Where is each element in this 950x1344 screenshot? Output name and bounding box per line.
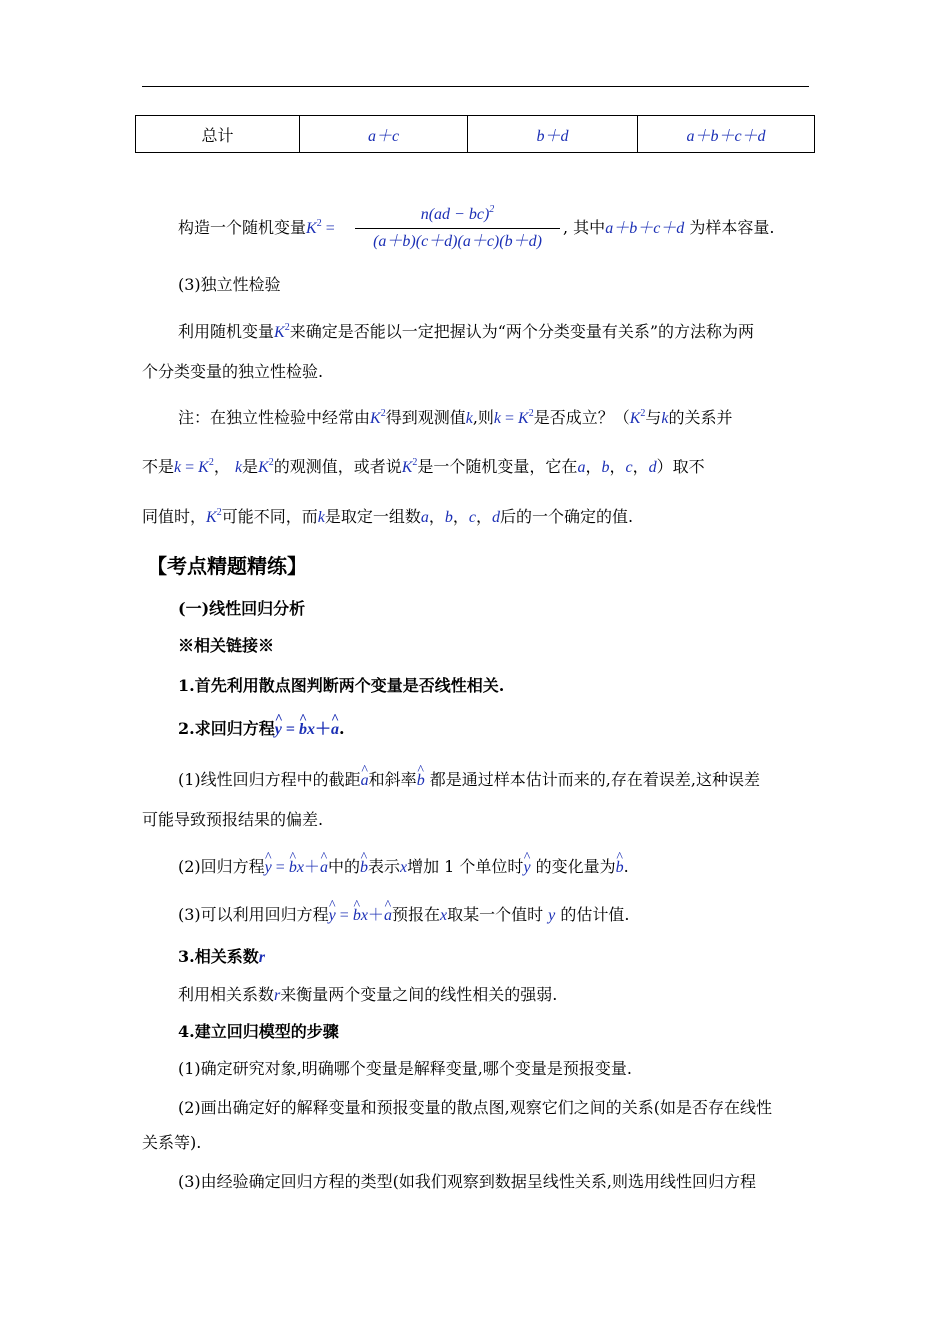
related-links-title: ※相关链接※ [178, 636, 275, 655]
var-y: y [548, 907, 556, 924]
text-span: 来确定是否能以一定把握认为“两个分类变量有关系”的方法称为两 [289, 322, 755, 341]
k-lower-symbol: k [465, 410, 473, 427]
note-line1 [178, 406, 848, 431]
var-a: a [577, 459, 586, 476]
equals-sign: = [501, 410, 519, 427]
k-lower-symbol: k [317, 509, 325, 526]
var-c: c [625, 459, 633, 476]
period: . [623, 857, 629, 876]
comma: ， [585, 457, 602, 476]
b-hat: ^ b [353, 904, 361, 928]
text-span: 与 [645, 408, 662, 427]
table-cell-b-plus-d: b＋d [468, 116, 638, 153]
var-a: a [420, 509, 429, 526]
text-span: 增加 1 个单位时 [407, 857, 524, 876]
text-span: 都是通过样本估计而来的,存在着误差,这种误差 [429, 770, 760, 789]
var-d: d [648, 459, 657, 476]
fraction-denominator: (a＋b)(c＋d)(a＋c)(b＋d) [373, 233, 542, 250]
var-x: x [306, 721, 315, 738]
a-hat: ^ a [384, 904, 392, 928]
b-hat: ^ b [417, 769, 425, 793]
fraction-numerator [355, 203, 560, 227]
a-hat: ^ a [361, 769, 369, 793]
plus-sign: ＋ [367, 907, 384, 924]
text-span: (1)线性回归方程中的截距 [178, 770, 361, 789]
comma: ， [609, 457, 626, 476]
table-row [136, 116, 815, 153]
k-symbol: K [401, 459, 413, 476]
independence-test-def-line1 [178, 320, 848, 345]
var-x: x [399, 859, 408, 876]
k-symbol: K [518, 410, 529, 427]
text-span: 可能不同，而 [221, 507, 318, 526]
text-span: 利用相关系数 [178, 985, 275, 1004]
k-lower-symbol: k [234, 459, 243, 476]
item-3 [178, 945, 848, 970]
equals-sign: = [335, 907, 353, 924]
k-symbol: K [629, 410, 641, 427]
text-span: 是否成立？（ [533, 408, 630, 427]
numerator-exponent: 2 [489, 204, 495, 215]
b-hat: ^ b [299, 718, 307, 742]
text-span: 预报在 [391, 905, 440, 924]
sample-size-expr: a＋b＋c＋d [605, 220, 685, 237]
k-symbol: K [206, 509, 217, 526]
independence-test-def-line2: 个分类变量的独立性检验. [142, 362, 324, 381]
text-span: 利用随机变量 [178, 322, 275, 341]
k2-fraction [355, 203, 560, 254]
y-hat: ^ y [329, 904, 336, 928]
k-symbol: K [198, 459, 209, 476]
text-span: 来衡量两个变量之间的线性相关的强弱. [280, 985, 558, 1004]
text-span: 的估计值. [560, 905, 630, 924]
text-span: 得到观测值 [385, 408, 466, 427]
k2-symbol: K [306, 220, 317, 237]
subsection-linear-regression: (一)线性回归分析 [178, 599, 306, 618]
item-2-1-line2: 可能导致预报结果的偏差. [142, 810, 324, 829]
var-c: c [468, 509, 476, 526]
text-span: 2.求回归方程 [178, 719, 275, 738]
k2-exponent: 2 [316, 218, 322, 229]
text-span: 不是 [142, 457, 175, 476]
text-span: 同值时， [142, 507, 207, 526]
var-r: r [258, 949, 265, 966]
comma: ， [475, 507, 492, 526]
text-span: 中的 [327, 857, 360, 876]
comma: ， [452, 507, 469, 526]
item-4-2-line2: 关系等). [142, 1133, 202, 1152]
numerator-text: n(ad − bc) [420, 206, 490, 223]
note-line2 [142, 455, 812, 480]
text-span: 是一个随机变量，它在 [417, 457, 578, 476]
text-span: 3.相关系数 [178, 947, 259, 966]
equals-sign: = [271, 859, 289, 876]
plus-sign: ＋ [314, 721, 331, 738]
y-hat: ^ y [275, 718, 282, 742]
section-3-title: (3)独立性检验 [178, 275, 281, 294]
item-2 [178, 717, 848, 742]
contingency-table-total-row [135, 115, 815, 153]
var-x: x [439, 907, 448, 924]
exponent: 2 [528, 408, 534, 419]
equals-sign: = [321, 220, 335, 237]
item-4-2-line1: (2)画出确定好的解释变量和预报变量的散点图,观察它们之间的关系(如是否存在线性 [178, 1098, 772, 1117]
item-1: 1.首先利用散点图判断两个变量是否线性相关. [178, 676, 505, 695]
exponent: 2 [284, 322, 290, 333]
k-lower-symbol: k [174, 459, 182, 476]
item-3-desc [178, 983, 848, 1008]
fraction-bar [355, 228, 560, 229]
note-line3 [142, 505, 812, 530]
exponent: 2 [208, 457, 214, 468]
header-rule [142, 86, 809, 87]
table-cell-label: 总计 [136, 116, 300, 153]
comma: ， [428, 507, 445, 526]
exponent: 2 [216, 507, 222, 518]
text-span: (3)可以利用回归方程 [178, 905, 329, 924]
section-heading: 【考点精题精练】 [147, 554, 307, 578]
text-span: 注：在独立性检验中经常由 [178, 408, 371, 427]
k2-suffix: 为样本容量. [689, 218, 775, 237]
item-2-1-line1 [178, 768, 848, 793]
var-b: b [444, 509, 453, 526]
b-hat: ^ b [289, 856, 297, 880]
table-cell-total: a＋b＋c＋d [638, 116, 815, 153]
exponent: 2 [412, 457, 418, 468]
text-span: 是 [242, 457, 259, 476]
text-span: ， [213, 457, 230, 476]
item-4-3: (3)由经验确定回归方程的类型(如我们观察到数据呈线性关系,则选用线性回归方程 [178, 1172, 756, 1191]
exponent: 2 [640, 408, 646, 419]
k2-prefix: 构造一个随机变量 [178, 218, 307, 237]
k-lower-symbol: k [493, 410, 502, 427]
equals-sign: = [281, 721, 299, 738]
var-b: b [601, 459, 610, 476]
item-4: 4.建立回归模型的步骤 [178, 1022, 339, 1041]
var-x: x [360, 907, 368, 924]
table-cell-a-plus-c: a＋c [300, 116, 468, 153]
equals-sign: = [181, 459, 199, 476]
k-symbol: K [258, 459, 269, 476]
comma: ， [632, 457, 649, 476]
var-d: d [491, 509, 500, 526]
y-hat: ^ y [523, 856, 530, 880]
exponent: 2 [268, 457, 274, 468]
y-hat: ^ y [265, 856, 272, 880]
text-span: 的变化量为 [535, 857, 616, 876]
exponent: 2 [380, 408, 386, 419]
var-r: r [274, 987, 281, 1004]
var-x: x [296, 859, 304, 876]
k-lower-symbol: k [661, 410, 669, 427]
text-span: 是取定一组数 [324, 507, 421, 526]
k2-definition-tail [563, 216, 803, 241]
b-hat: ^ b [360, 856, 368, 880]
period: . [338, 719, 345, 738]
text-span: ）取不 [656, 457, 705, 476]
k-symbol: K [274, 324, 285, 341]
item-2-2 [178, 855, 848, 880]
text-span: 表示 [367, 857, 400, 876]
text-span: (2)回归方程 [178, 857, 265, 876]
text-span: 后的一个确定的值. [499, 507, 634, 526]
k2-mid-text: , 其中 [563, 218, 606, 237]
item-4-1: (1)确定研究对象,明确哪个变量是解释变量,哪个变量是预报变量. [178, 1059, 632, 1078]
text-span: 的关系并 [668, 408, 733, 427]
text-span: 的观测值，或者说 [273, 457, 402, 476]
a-hat: ^ a [331, 718, 339, 742]
a-hat: ^ a [320, 856, 328, 880]
b-hat: ^ b [616, 856, 624, 880]
item-2-3 [178, 903, 848, 928]
text-span: 取某一个值时 [447, 905, 544, 924]
k-symbol: K [370, 410, 381, 427]
text-span: 和斜率 [368, 770, 417, 789]
text-span: ,则 [472, 408, 494, 427]
plus-sign: ＋ [303, 859, 320, 876]
